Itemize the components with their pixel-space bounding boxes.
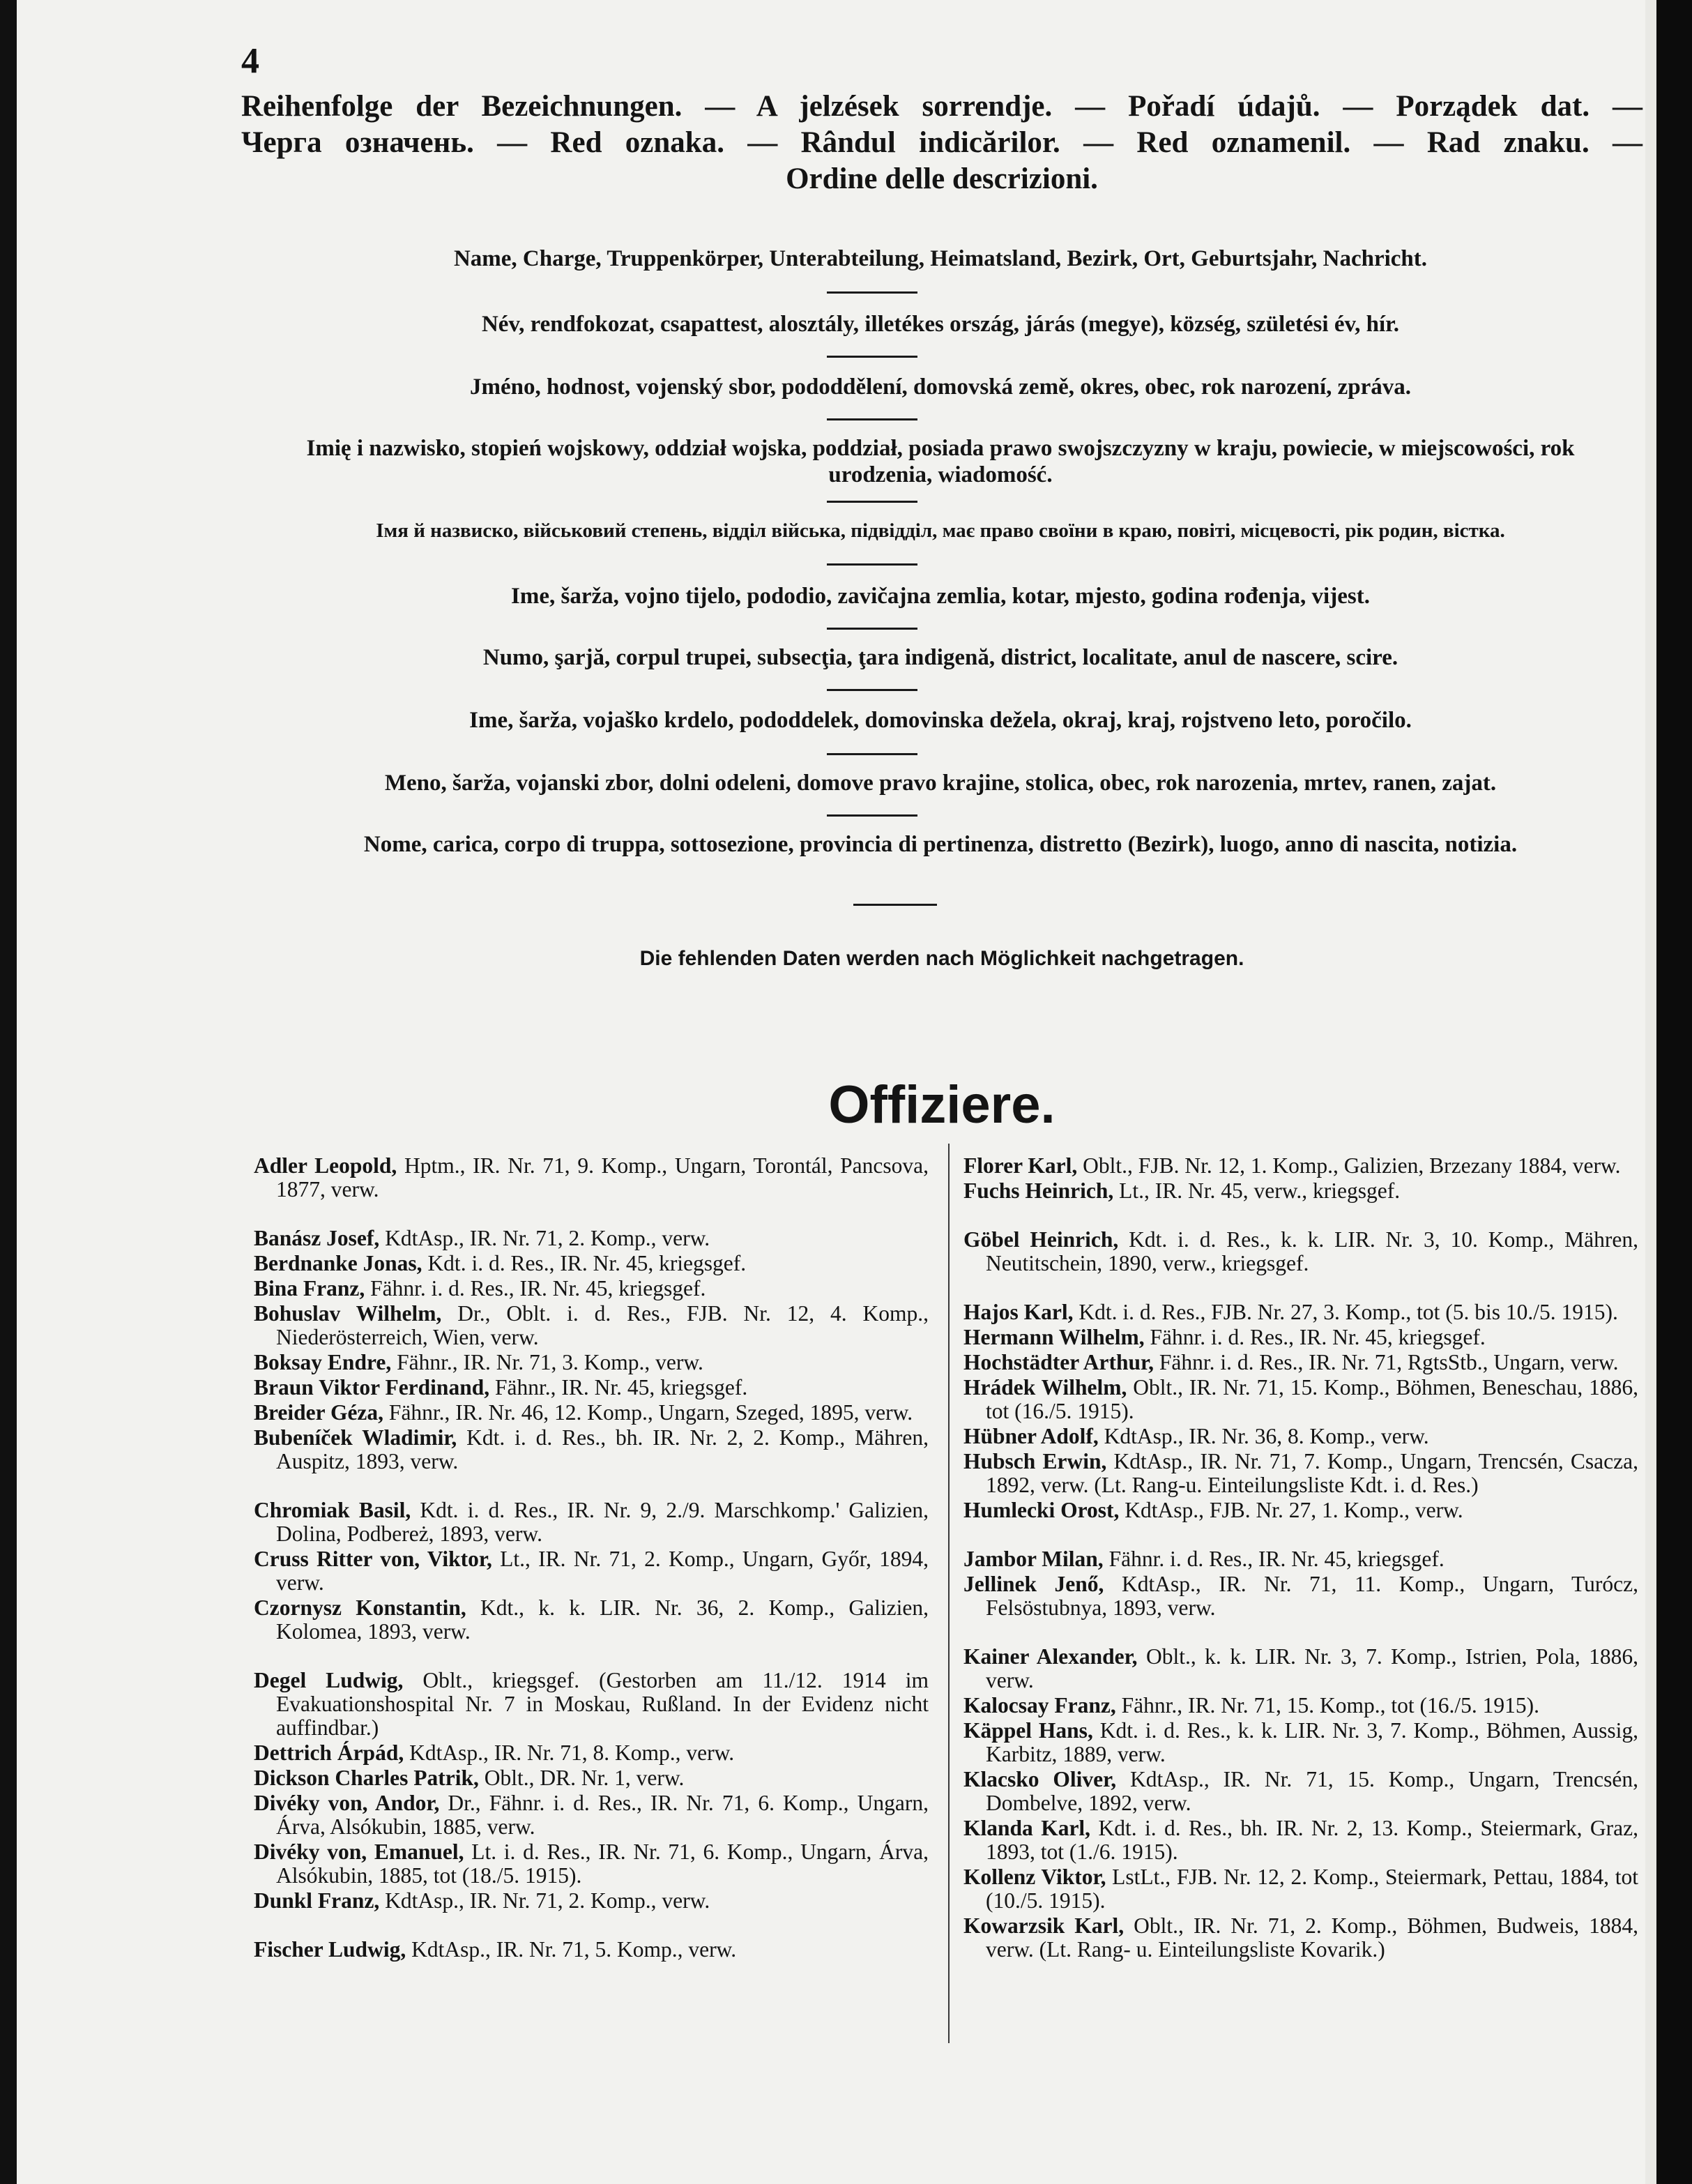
entry-text: Kdt. i. d. Res., IR. Nr. 9, 2./9. Marschkomp.' Galizien, Dolina, Podbereż, 1893, verw.: [276, 1498, 929, 1546]
divider: [853, 904, 937, 906]
list-item: [963, 1179, 1638, 1203]
entry-text: Fähnr., IR. Nr. 71, 15. Komp., tot (16./5. 1915).: [1115, 1693, 1539, 1717]
entry-name: Klacsko Oliver,: [963, 1767, 1117, 1791]
entry-text: Fähnr., IR. Nr. 71, 3. Komp., verw.: [391, 1350, 703, 1374]
entry-name: Bohuslav Wilhelm,: [254, 1301, 442, 1326]
entry-name: Florer Karl,: [963, 1153, 1078, 1178]
entry-name: Hubsch Erwin,: [963, 1449, 1107, 1473]
header-line-1: Reihenfolge der Bezeichnungen. — A jelzések sorrendje. — Pořadí údajů. — Porządek dat. —: [241, 90, 1643, 123]
description-italian: Nome, carica, corpo di truppa, sottosezione, provincia di pertinenza, distretto (Bezirk), luogo, anno di nascita, notizia.: [363, 832, 1518, 857]
list-item: [254, 1252, 929, 1275]
list-item: [963, 1326, 1638, 1349]
entry-text: KdtAsp., IR. Nr. 71, 2. Komp., verw.: [379, 1226, 710, 1250]
description-german: Name, Charge, Truppenkörper, Unterabteilung, Heimatsland, Bezirk, Ort, Geburtsjahr, Nachricht.: [453, 246, 1428, 271]
entry-name: Cruss Ritter von, Viktor,: [254, 1547, 492, 1571]
entry-name: Adler Leopold,: [254, 1153, 397, 1178]
list-item: [254, 1669, 929, 1740]
list-item: [254, 1741, 929, 1765]
entry-text: Oblt., kriegsgef. (Gestorben am 11./12. 1914 im Evakuationshospital Nr. 7 in Moskau, Rußland. In der Evidenz nicht auffindbar.): [276, 1668, 929, 1740]
list-item: [254, 1227, 929, 1250]
entry-text: Oblt., k. k. LIR. Nr. 3, 7. Komp., Istrien, Pola, 1886, verw.: [986, 1644, 1638, 1692]
page-number: 4: [241, 41, 259, 81]
list-item: [963, 1450, 1638, 1497]
entry-text: Fähnr., IR. Nr. 45, kriegsgef.: [489, 1375, 748, 1400]
divider: [827, 753, 917, 755]
scan-border: [1645, 0, 1656, 2184]
list-item: [963, 1694, 1638, 1717]
divider: [827, 628, 917, 630]
entry-text: Kdt. i. d. Res., IR. Nr. 45, kriegsgef.: [422, 1251, 747, 1275]
entry-text: Oblt., DR. Nr. 1, verw.: [478, 1766, 685, 1790]
entry-name: Jellinek Jenő,: [963, 1572, 1104, 1596]
list-item: [963, 1865, 1638, 1913]
entry-text: Lt. i. d. Res., IR. Nr. 71, 6. Komp., Ungarn, Árva, Alsókubin, 1885, tot (18./5. 1915).: [276, 1840, 929, 1888]
entry-name: Kainer Alexander,: [963, 1644, 1138, 1669]
entry-text: Oblt., FJB. Nr. 12, 1. Komp., Galizien, Brzezany 1884, verw.: [1077, 1153, 1621, 1178]
entry-name: Hajos Karl,: [963, 1300, 1074, 1324]
entry-text: Oblt., IR. Nr. 71, 15. Komp., Böhmen, Beneschau, 1886, tot (16./5. 1915).: [986, 1375, 1638, 1423]
entry-text: Hptm., IR. Nr. 71, 9. Komp., Ungarn, Torontál, Pancsova, 1877, verw.: [276, 1153, 929, 1201]
entry-name: Hübner Adolf,: [963, 1424, 1099, 1448]
list-item: [254, 1154, 929, 1201]
list-item: [254, 1938, 929, 1962]
column-divider: [948, 1144, 950, 2043]
entry-text: Fähnr. i. d. Res., IR. Nr. 45, kriegsgef.: [1103, 1547, 1445, 1571]
divider: [827, 501, 917, 503]
list-item: [963, 1425, 1638, 1448]
entry-text: KdtAsp., IR. Nr. 71, 2. Komp., verw.: [379, 1888, 710, 1913]
entry-name: Hochstädter Arthur,: [963, 1350, 1154, 1374]
missing-data-note: Die fehlenden Daten werden nach Möglichkeit nachgetragen.: [639, 947, 1244, 970]
entry-name: Hrádek Wilhelm,: [963, 1375, 1127, 1400]
list-item: [963, 1768, 1638, 1815]
list-item: [963, 1645, 1638, 1692]
entry-text: Fähnr., IR. Nr. 46, 12. Komp., Ungarn, Szeged, 1895, verw.: [383, 1400, 913, 1425]
entry-text: LstLt., FJB. Nr. 12, 2. Komp., Steiermark, Pettau, 1884, tot (10./5. 1915).: [986, 1865, 1638, 1913]
list-item: [254, 1426, 929, 1473]
header-line-3: Ordine delle descrizioni.: [786, 162, 1098, 195]
entry-name: Humlecki Orost,: [963, 1498, 1120, 1522]
description-czech: Jméno, hodnost, vojenský sbor, pododdělení, domovská země, okres, obec, rok narození, zpráva.: [469, 374, 1412, 400]
entry-name: Fischer Ludwig,: [254, 1937, 406, 1962]
entry-text: KdtAsp., FJB. Nr. 27, 1. Komp., verw.: [1119, 1498, 1463, 1522]
entry-text: Dr., Oblt. i. d. Res., FJB. Nr. 12, 4. Komp., Niederösterreich, Wien, verw.: [276, 1301, 929, 1349]
entry-text: KdtAsp., IR. Nr. 71, 15. Komp., Ungarn, Trencsén, Dombelve, 1892, verw.: [986, 1767, 1638, 1815]
description-croatian: Ime, šarža, vojno tijelo, pododio, zavičajna zemlia, kotar, mjesto, godina rođenja, vijest.: [511, 584, 1370, 609]
entry-text: Kdt. i. d. Res., bh. IR. Nr. 2, 13. Komp., Steiermark, Graz, 1893, tot (1./6. 1915).: [986, 1816, 1639, 1864]
entry-name: Fuchs Heinrich,: [963, 1178, 1114, 1203]
entry-text: KdtAsp., IR. Nr. 71, 11. Komp., Ungarn, Turócz, Felsöstubnya, 1893, verw.: [986, 1572, 1638, 1620]
entry-name: Dunkl Franz,: [254, 1888, 380, 1913]
entry-text: Fähnr. i. d. Res., IR. Nr. 71, RgtsStb., Ungarn, verw.: [1154, 1350, 1619, 1374]
list-item: [254, 1277, 929, 1300]
entry-name: Klanda Karl,: [963, 1816, 1091, 1840]
description-ruthenian: Імя й назвиско, військовий степень, відділ війська, підвідділ, має право своїни в краю, повіті, місцевості, рік родин, вістка.: [376, 520, 1505, 542]
list-item: [963, 1914, 1638, 1962]
list-item: [254, 1351, 929, 1374]
list-item: [963, 1154, 1638, 1178]
entry-name: Hermann Wilhelm,: [963, 1325, 1145, 1349]
description-slovak: Meno, šarža, vojanski zbor, dolni odeleni, domove pravo krajine, stolica, obec, rok narozenia, mrtev, ranen, zajat.: [384, 771, 1497, 796]
entry-text: Fähnr. i. d. Res., IR. Nr. 45, kriegsgef.: [1144, 1325, 1486, 1349]
entry-name: Chromiak Basil,: [254, 1498, 411, 1522]
list-item: [963, 1499, 1638, 1522]
list-item: [963, 1228, 1638, 1275]
divider: [827, 356, 917, 358]
list-item: [254, 1766, 929, 1790]
description-polish: Imię i nazwisko, stopień wojskowy, oddział wojska, poddział, posiada prawo swojszczyzny w kraju, powiecie, w miejscowości, rok urodzenia, wiadomość.: [306, 436, 1575, 487]
left-column: [254, 1154, 929, 1963]
entry-text: Lt., IR. Nr. 71, 2. Komp., Ungarn, Győr, 1894, verw.: [276, 1547, 929, 1595]
list-item: [963, 1547, 1638, 1571]
divider: [827, 418, 917, 420]
entry-name: Dickson Charles Patrik,: [254, 1766, 479, 1790]
description-romanian: Numo, şarjă, corpul trupei, subsecţia, ţara indigenă, district, localitate, anul de nascere, scire.: [482, 645, 1398, 670]
entry-name: Bina Franz,: [254, 1276, 365, 1300]
description-hungarian: Név, rendfokozat, csapattest, alosztály, illetékes ország, járás (megye), község, születési év, hír.: [481, 312, 1400, 337]
list-item: [963, 1376, 1638, 1423]
entry-text: Oblt., IR. Nr. 71, 2. Komp., Böhmen, Budweis, 1884, verw. (Lt. Rang- u. Einteilungsliste Kovarik.): [986, 1913, 1638, 1962]
entry-text: Dr., Fähnr. i. d. Res., IR. Nr. 71, 6. Komp., Ungarn, Árva, Alsókubin, 1885, verw.: [276, 1791, 929, 1839]
list-item: [254, 1889, 929, 1913]
entry-name: Dettrich Árpád,: [254, 1741, 404, 1765]
list-item: [254, 1401, 929, 1425]
entry-text: KdtAsp., IR. Nr. 71, 7. Komp., Ungarn, Trencsén, Csacza, 1892, verw. (Lt. Rang-u. Einteilungsliste Kdt. i. d. Res.): [986, 1449, 1638, 1497]
divider: [827, 563, 917, 566]
entry-name: Kollenz Viktor,: [963, 1865, 1106, 1889]
entry-name: Divéky von, Emanuel,: [254, 1840, 464, 1864]
header-line-2: Черга означень. — Red oznaka. — Rândul indicărilor. — Red oznamenil. — Rad znaku. —: [241, 126, 1643, 159]
entry-name: Divéky von, Andor,: [254, 1791, 440, 1815]
entry-name: Braun Viktor Ferdinand,: [254, 1375, 490, 1400]
list-item: [963, 1300, 1638, 1324]
list-item: [254, 1596, 929, 1644]
list-item: [254, 1791, 929, 1839]
entry-text: Kdt. i. d. Res., k. k. LIR. Nr. 3, 10. Komp., Mähren, Neutitschein, 1890, verw., kriegsgef.: [986, 1227, 1638, 1275]
divider: [827, 814, 917, 817]
entry-text: Kdt. i. d. Res., bh. IR. Nr. 2, 2. Komp., Mähren, Auspitz, 1893, verw.: [276, 1425, 929, 1473]
entry-text: KdtAsp., IR. Nr. 71, 8. Komp., verw.: [404, 1741, 735, 1765]
right-column: [963, 1154, 1638, 1963]
divider: [827, 689, 917, 691]
entry-name: Breider Géza,: [254, 1400, 384, 1425]
entry-name: Degel Ludwig,: [254, 1668, 404, 1692]
list-item: [254, 1376, 929, 1400]
entry-name: Boksay Endre,: [254, 1350, 392, 1374]
entry-name: Kowarzsik Karl,: [963, 1913, 1125, 1938]
entry-text: KdtAsp., IR. Nr. 36, 8. Komp., verw.: [1098, 1424, 1429, 1448]
entry-text: Fähnr. i. d. Res., IR. Nr. 45, kriegsgef.: [365, 1276, 706, 1300]
entry-name: Czornysz Konstantin,: [254, 1595, 466, 1620]
divider: [827, 291, 917, 294]
entry-name: Banász Josef,: [254, 1226, 380, 1250]
list-item: [254, 1499, 929, 1546]
entry-name: Jambor Milan,: [963, 1547, 1104, 1571]
entry-name: Kalocsay Franz,: [963, 1693, 1116, 1717]
entry-text: Lt., IR. Nr. 45, verw., kriegsgef.: [1113, 1178, 1401, 1203]
list-item: [254, 1302, 929, 1349]
entry-text: Kdt. i. d. Res., k. k. LIR. Nr. 3, 7. Komp., Böhmen, Aussig, Karbitz, 1889, verw.: [986, 1718, 1639, 1766]
list-item: [963, 1351, 1638, 1374]
entry-name: Käppel Hans,: [963, 1718, 1093, 1743]
entry-name: Berdnanke Jonas,: [254, 1251, 422, 1275]
entry-text: Kdt. i. d. Res., FJB. Nr. 27, 3. Komp., tot (5. bis 10./5. 1915).: [1073, 1300, 1618, 1324]
entry-name: Bubeníček Wladimir,: [254, 1425, 457, 1450]
entry-text: KdtAsp., IR. Nr. 71, 5. Komp., verw.: [406, 1937, 737, 1962]
list-item: [254, 1840, 929, 1888]
list-item: [963, 1572, 1638, 1620]
list-item: [963, 1719, 1638, 1766]
list-item: [963, 1817, 1638, 1864]
scan-edge: [1656, 0, 1692, 2184]
page-paper: [17, 0, 1645, 2184]
section-title: Offiziere.: [828, 1075, 1055, 1135]
entry-name: Göbel Heinrich,: [963, 1227, 1119, 1252]
entry-text: Kdt., k. k. LIR. Nr. 36, 2. Komp., Galizien, Kolomea, 1893, verw.: [276, 1595, 929, 1644]
description-slovenian: Ime, šarža, vojaško krdelo, pododdelek, domovinska dežela, okraj, kraj, rojstveno leto, poročilo.: [469, 708, 1412, 733]
list-item: [254, 1547, 929, 1595]
